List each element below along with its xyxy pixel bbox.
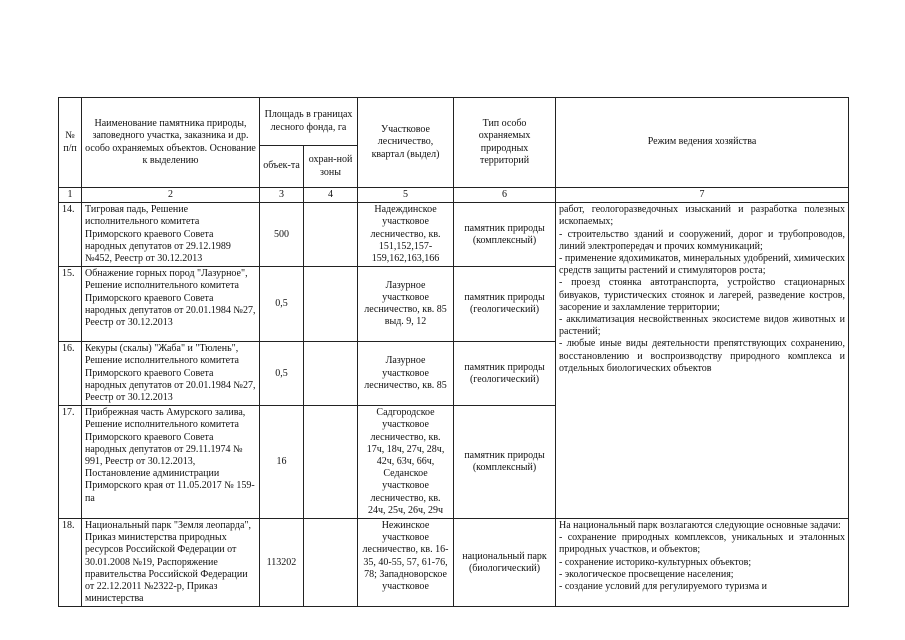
regime-line: - строительство зданий и сооружений, дорог и трубопроводов, линий электропередач и прочих коммуникаций; [559, 228, 846, 252]
regime-line: - сохранение историко-культурных объектов; [559, 556, 752, 568]
column-number: 1 [59, 188, 82, 203]
regime-line: - любые иные виды деятельности препятствующих сохранению, восстановлению и воспроизводству природного комплекса и отдельных биологических объектов [559, 338, 846, 374]
regime-shared-cell [556, 203, 849, 519]
row-num: 16. [59, 342, 82, 406]
regime-line: На национальный парк возлагаются следующие основные задачи: [559, 520, 841, 532]
header-regime: Режим ведения хозяйства [556, 98, 849, 188]
header-type: Тип особо охраняемых природных территорий [454, 98, 556, 188]
header-area-buffer: охран-ной зоны [304, 146, 358, 188]
column-number: 4 [304, 188, 358, 203]
row-num: 18. [59, 519, 82, 607]
row-name: Тигровая падь, Решение исполнительного комитета Приморского краевого Совета народных депутатов от 29.12.1989 №452, Реестр от 30.12.2013 [82, 203, 260, 267]
regime-line: работ, геологоразведочных изысканий и разработка полезных ископаемых; [559, 204, 846, 228]
row-forestry: Лазурное участковое лесничество, кв. 85 [358, 342, 454, 406]
row-name: Национальный парк "Земля леопарда", Приказ министерства природных ресурсов Российской Федерации от 30.01.2008 №19, Распоряжение правительства Российской Федерации от 22.12.2011 №2322-р, Приказ министерства [82, 519, 260, 607]
row-type: памятник природы (геологический) [454, 267, 556, 342]
table-row [59, 203, 849, 267]
regime-line: - создание условий для регулируемого туризма и [559, 581, 767, 593]
row-area-object: 0,5 [260, 342, 304, 406]
row-forestry: Садгородское участковое лесничество, кв. 17ч, 18ч, 27ч, 28ч, 42ч, 63ч, 66ч, Седанское участковое лесничество, кв. 24ч, 25ч, 26ч, 29ч [358, 406, 454, 519]
row-name: Прибрежная часть Амурского залива, Решение исполнительного комитета Приморского краевого Совета народных депутатов от 29.11.1974 № 991, Реестр от 30.12.2013, Постановление администрации Приморского края от 11.05.2017 № 159-па [82, 406, 260, 519]
row-forestry: Лазурное участковое лесничество, кв. 85 выд. 9, 12 [358, 267, 454, 342]
header-area-object: объек-та [260, 146, 304, 188]
row-area-object: 500 [260, 203, 304, 267]
row-area-object: 0,5 [260, 267, 304, 342]
row-name: Обнажение горных пород "Лазурное", Решение исполнительного комитета Приморского краевого Совета народных депутатов от 20.01.1984 №27, Реестр от 30.12.2013 [82, 267, 260, 342]
row-area-buffer [304, 267, 358, 342]
row-area-object: 113202 [260, 519, 304, 607]
row-type: национальный парк (биологический) [454, 519, 556, 607]
row-area-buffer [304, 519, 358, 607]
row-area-buffer [304, 342, 358, 406]
header-forestry: Участковое лесничество, квартал (выдел) [358, 98, 454, 188]
regime-line: - сохранение природных комплексов, уникальных и эталонных природных участков, и объектов; [559, 532, 846, 556]
table-row [59, 519, 849, 607]
row-area-object: 16 [260, 406, 304, 519]
row-area-buffer [304, 203, 358, 267]
header-area: Площадь в границах лесного фонда, га [260, 98, 358, 146]
row-num: 15. [59, 267, 82, 342]
regime-18-cell [556, 519, 849, 607]
header-num: № п/п [59, 98, 82, 188]
regime-line: - проезд стоянка автотранспорта, устройство стационарных бивуаков, туристических стоянок и лагерей, разведение костров, засорение и захламление территории; [559, 277, 846, 313]
row-name: Кекуры (скалы) "Жаба" и "Тюлень", Решение исполнительного комитета Приморского краевого Совета народных депутатов от 20.01.1984 №27, Реестр от 30.12.2013 [82, 342, 260, 406]
row-area-buffer [304, 406, 358, 519]
column-number: 6 [454, 188, 556, 203]
column-number: 3 [260, 188, 304, 203]
forest-protected-areas-table [58, 97, 849, 607]
column-number: 5 [358, 188, 454, 203]
column-number: 7 [556, 188, 849, 203]
row-type: памятник природы (геологический) [454, 342, 556, 406]
row-type: памятник природы (комплексный) [454, 203, 556, 267]
row-num: 14. [59, 203, 82, 267]
row-num: 17. [59, 406, 82, 519]
row-forestry: Надеждинское участковое лесничество, кв. 151,152,157-159,162,163,166 [358, 203, 454, 267]
regime-line: - экологическое просвещение населения; [559, 568, 734, 580]
header-name: Наименование памятника природы, заповедного участка, заказника и др. особо охраняемых объектов. Основание к выделению [82, 98, 260, 188]
regime-line: - акклиматизация несвойственных экосистеме видов животных и растений; [559, 314, 846, 338]
row-forestry: Нежинское участковое лесничество, кв. 16-35, 40-55, 57, 61-76, 78; Западноворское участковое [358, 519, 454, 607]
regime-line: - применение ядохимикатов, минеральных удобрений, химических средств защиты растений и стимуляторов роста; [559, 253, 846, 277]
row-type: памятник природы (комплексный) [454, 406, 556, 519]
column-number: 2 [82, 188, 260, 203]
